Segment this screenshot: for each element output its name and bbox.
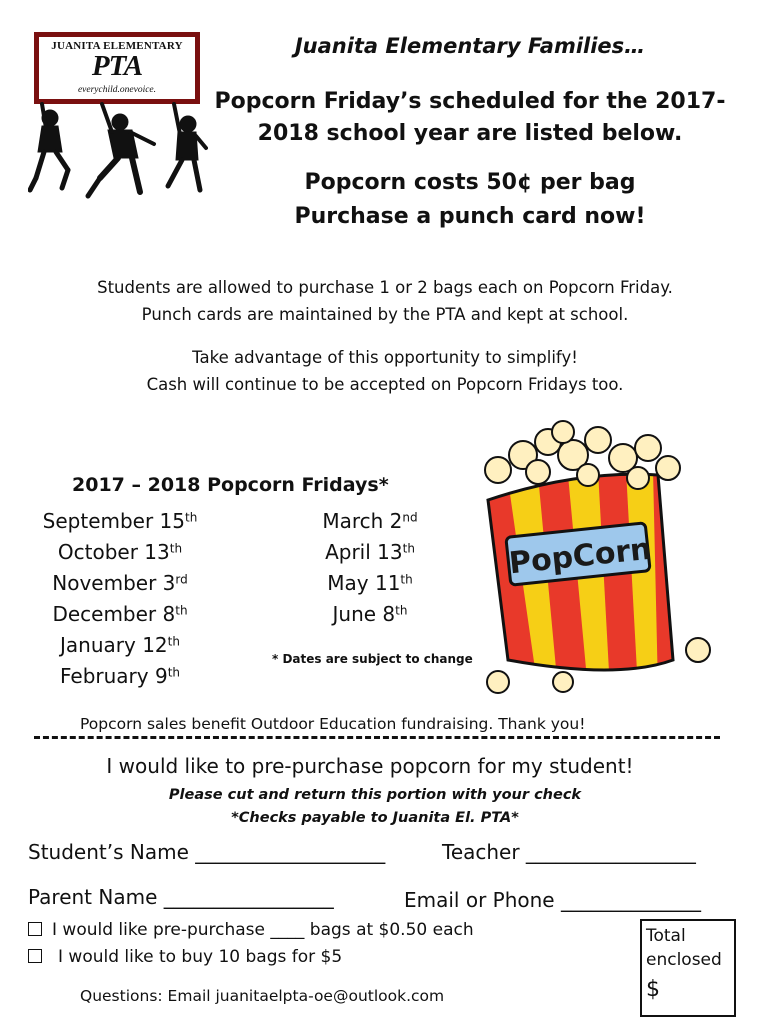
option-pre-purchase[interactable] (28, 920, 474, 940)
headline-line-2: 2018 school year are listed below. (257, 121, 683, 146)
instruction-line: Please cut and return this portion with your check (168, 787, 582, 803)
benefit-text: Popcorn sales benefit Outdoor Education fundraising. Thank you! (80, 715, 586, 733)
info-line: Punch cards are maintained by the PTA and kept at school. (141, 305, 629, 324)
popcorn-bag-icon (468, 420, 718, 700)
option-label: I would like pre-purchase ____ bags at $0.50 each (52, 920, 474, 940)
checkbox-icon[interactable] (28, 922, 42, 936)
date-item: October 13th (57, 540, 183, 564)
email-phone-field[interactable]: Email or Phone ______________ (404, 888, 701, 912)
instruction-line: *Checks payable to Juanita El. PTA* (231, 810, 519, 826)
dates-right-column (300, 506, 440, 630)
form-instructions (0, 784, 750, 830)
cta-line: Purchase a punch card now! (294, 204, 646, 229)
option-ten-bags[interactable] (28, 947, 342, 967)
date-item: May 11th (327, 571, 413, 595)
headline (200, 86, 740, 150)
date-item: November 3rd (52, 571, 188, 595)
date-item: February 9th (59, 664, 181, 688)
student-name-field[interactable]: Student’s Name ___________________ (28, 840, 386, 864)
children-silhouette-icon (28, 100, 208, 200)
dollar-sign: $ (646, 977, 660, 1002)
info-line: Take advantage of this opportunity to simplify! (192, 348, 578, 367)
questions-text: Questions: Email juanitaelpta-oe@outlook.com (80, 987, 445, 1005)
price-block (200, 166, 740, 234)
logo-school-name: JUANITA ELEMENTARY (51, 40, 183, 52)
date-item: September 15th (42, 509, 198, 533)
total-enclosed-box[interactable] (640, 919, 736, 1017)
date-item: January 12th (60, 633, 180, 657)
form-title: I would like to pre-purchase popcorn for my student! (106, 754, 634, 778)
info-paragraph-2 (20, 344, 750, 398)
info-paragraph-1 (20, 274, 750, 328)
headline-line-1: Popcorn Friday’s scheduled for the 2017- (214, 89, 726, 114)
logo-pta: PTA (91, 50, 143, 82)
price-line: Popcorn costs 50¢ per bag (304, 170, 636, 195)
enclosed-label: enclosed (646, 950, 722, 970)
option-label: I would like to buy 10 bags for $5 (58, 947, 343, 967)
popcorn-label: PopCorn (507, 531, 654, 582)
dates-note: * Dates are subject to change (272, 652, 473, 666)
parent-name-field[interactable]: Parent Name _________________ (28, 885, 334, 909)
date-item: December 8th (52, 602, 188, 626)
checkbox-icon[interactable] (28, 949, 42, 963)
teacher-field[interactable]: Teacher _________________ (442, 840, 696, 864)
date-item: March 2nd (322, 509, 418, 533)
total-label: Total (646, 926, 686, 946)
date-item: April 13th (325, 540, 415, 564)
dates-left-column (20, 506, 220, 692)
greeting: Juanita Elementary Families… (294, 34, 646, 58)
info-line: Cash will continue to be accepted on Popcorn Fridays too. (146, 375, 624, 394)
cut-line (34, 736, 720, 739)
date-item: June 8th (332, 602, 408, 626)
schedule-title: 2017 – 2018 Popcorn Fridays* (72, 474, 389, 496)
info-line: Students are allowed to purchase 1 or 2 bags each on Popcorn Friday. (97, 278, 673, 297)
pta-logo (34, 32, 200, 104)
logo-tagline: everychild.onevoice. (77, 85, 157, 95)
